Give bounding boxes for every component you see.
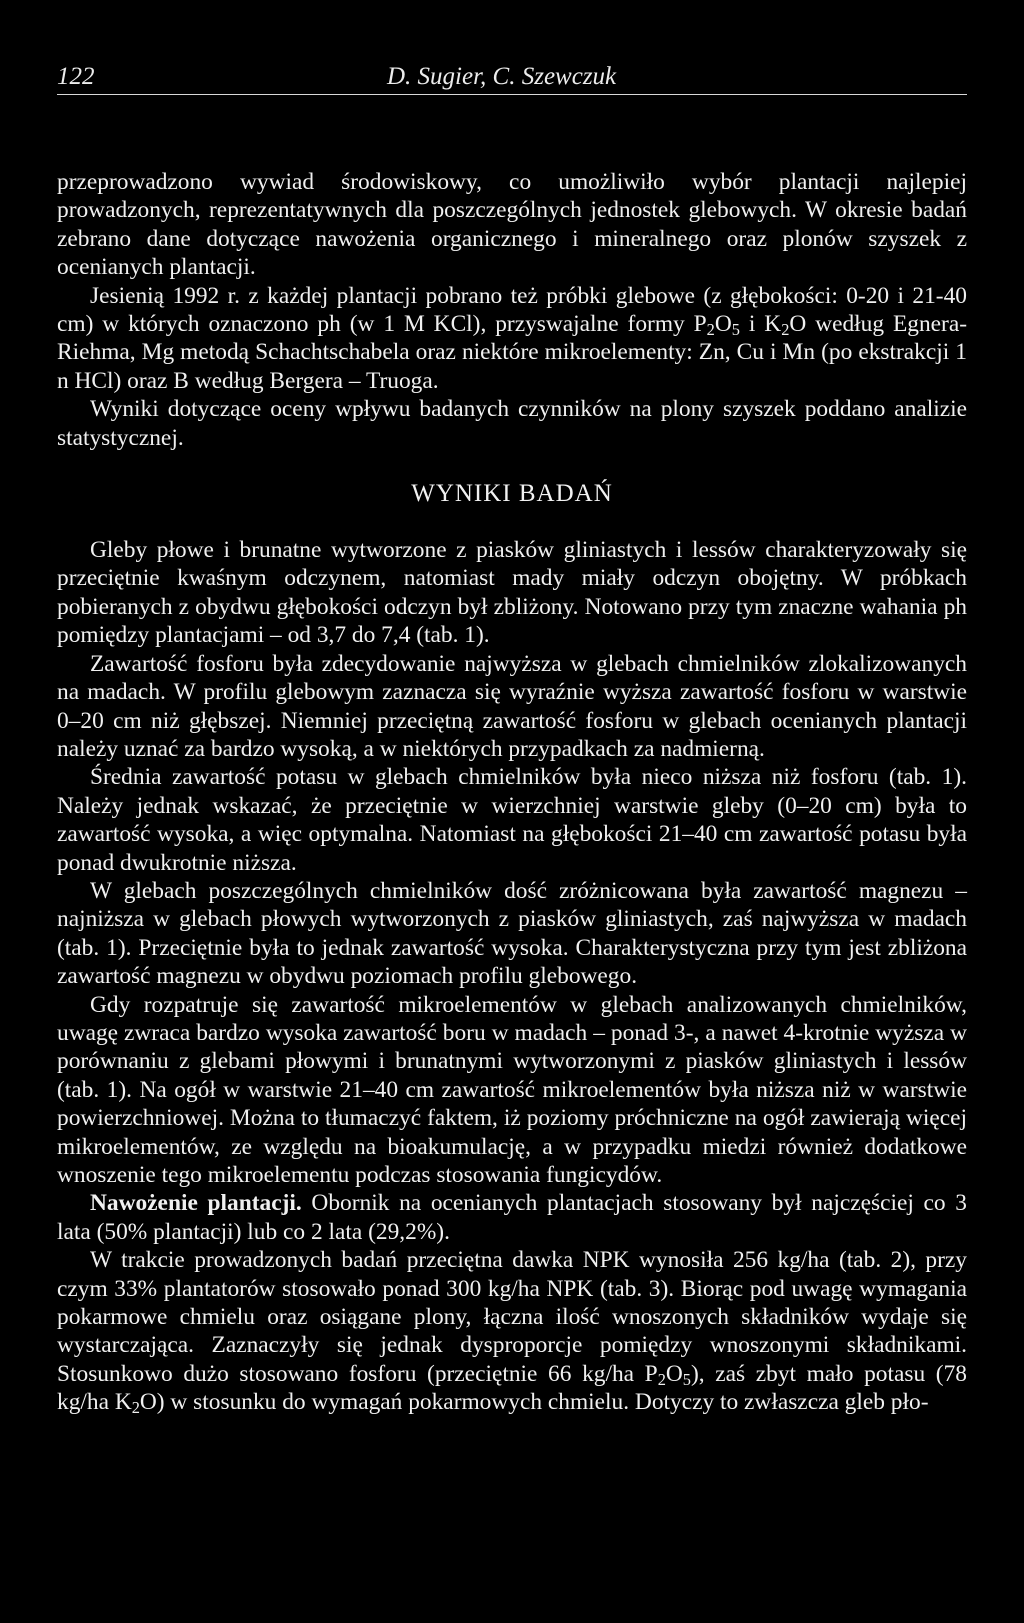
section-heading: WYNIKI BADAŃ [411, 480, 613, 508]
header-rule [57, 94, 967, 95]
paragraph-soil-reaction: Gleby płowe i brunatne wytworzone z piasków gliniastych i lessów charakteryzowały się przeciętnie kwaśnym odczynem, natomiast mady miały odczyn obojętny. W próbkach pobieranych z obydwu głębokości odczyn był zbliżony. Notowano przy tym znaczne wahania ph pomiędzy plantacjami – od 3,7 do 7,4 (tab. 1). [57, 537, 967, 649]
page-number: 122 [57, 63, 95, 90]
paragraph-potassium: Średnia zawartość potasu w glebach chmielników była nieco niższa niż fosforu (tab. 1). Należy jednak wskazać, że przeciętnie w wierzchniej warstwie gleby (0–20 cm) była to zawartość wysoka, a więc optymalna. Natomiast na głębokości 21–40 cm zawartość potasu była ponad dwukrotnie niższa. [57, 764, 967, 876]
paragraph-npk: W trakcie prowadzonych badań przeciętna dawka NPK wynosiła 256 kg/ha (tab. 2), przy czym 33% plantatorów stosowało ponad 300 kg/ha NPK (tab. 3). Biorąc pod uwagę wymagania pokarmowe chmielu oraz osiągane plony, łączna ilość wnoszonych składników wydaje się wystarczająca. Zaznaczyły się jednak dysproporcje pomiędzy wnoszonymi składnikami. Stosunkowo dużo stosowano fosforu (przeciętnie 66 kg/ha $P_2O_5$), zaś zbyt mało potasu (78 kg/ha $K_2O$) w stosunku do wymagań pokarmowych chmielu. Dotyczy to zwłaszcza gleb pło- [57, 1247, 967, 1418]
paragraph-interview: przeprowadzono wywiad środowiskowy, co umożliwiło wybór plantacji najlepiej prowadzonych, reprezentatywnych dla poszczególnych jednostek glebowych. W okresie badań zebrano dane dotyczące nawożenia organicznego i mineralnego oraz plonów szyszek z ocenianych plantacji. [57, 169, 967, 281]
paragraph-phosphorus: Zawartość fosforu była zdecydowanie najwyższa w glebach chmielników zlokalizowanych na madach. W profilu glebowym zaznacza się wyraźnie wyższa zawartość fosforu w warstwie 0–20 cm niż głębszej. Niemniej przeciętną zawartość fosforu w glebach ocenianych plantacji należy uznać za bardzo wysoką, a w niektórych przypadkach za nadmierną. [57, 650, 967, 762]
page-header [57, 63, 967, 99]
paragraph-microelements: Gdy rozpatruje się zawartość mikroelementów w glebach analizowanych chmielników, uwagę zwraca bardzo wysoka zawartość boru w madach – ponad 3-, a nawet 4-krotnie wyższa w porównaniu z glebami płowymi i brunatnymi wytworzonymi z piasków gliniastych i lessów (tab. 1). Na ogół w warstwie 21–40 cm zawartość mikroelementów była niższa niż w warstwie powierzchniowej. Można to tłumaczyć faktem, iż poziomy próchniczne na ogół zawierają więcej mikroelementów, ze względu na bioakumulację, a w przypadku miedzi również dodatkowe wnoszenie tego mikroelementu podczas stosowania fungicydów. [57, 991, 967, 1188]
paragraph-statistics: Wyniki dotyczące oceny wpływu badanych czynników na plony szyszek poddano analizie statystycznej. [57, 396, 967, 451]
paragraph-magnesium: W glebach poszczególnych chmielników dość zróżnicowana była zawartość magnezu – najniższa w glebach płowych wytworzonych z piasków gliniastych, zaś najwyższa w madach (tab. 1). Przeciętnie była to jednak zawartość wysoka. Charakterystyczna przy tym jest zbliżona zawartość magnezu w obydwu poziomach profilu glebowego. [57, 877, 967, 990]
paragraph-soil-samples: Jesienią 1992 r. z każdej plantacji pobrano też próbki glebowe (z głębokości: 0-20 i 21-40 cm) w których oznaczono ph (w 1 M KCl), przyswajalne formy $P_2O_5$ i $K_2O$ według Egnera-Riehma, Mg metodą Schachtschabela oraz niektóre mikroelementy: Zn, Cu i Mn (po ekstrakcji 1 n HCl) oraz B według Bergera – Truoga. [57, 282, 967, 394]
paragraph-fertilization: Nawożenie plantacji. Obornik na ocenianych plantacjach stosowany był najczęściej co 3 lata (50% plantacji) lub co 2 lata (29,2%). [57, 1190, 967, 1245]
body-text [57, 168, 967, 1417]
running-authors: D. Sugier, C. Szewczuk [387, 63, 617, 90]
